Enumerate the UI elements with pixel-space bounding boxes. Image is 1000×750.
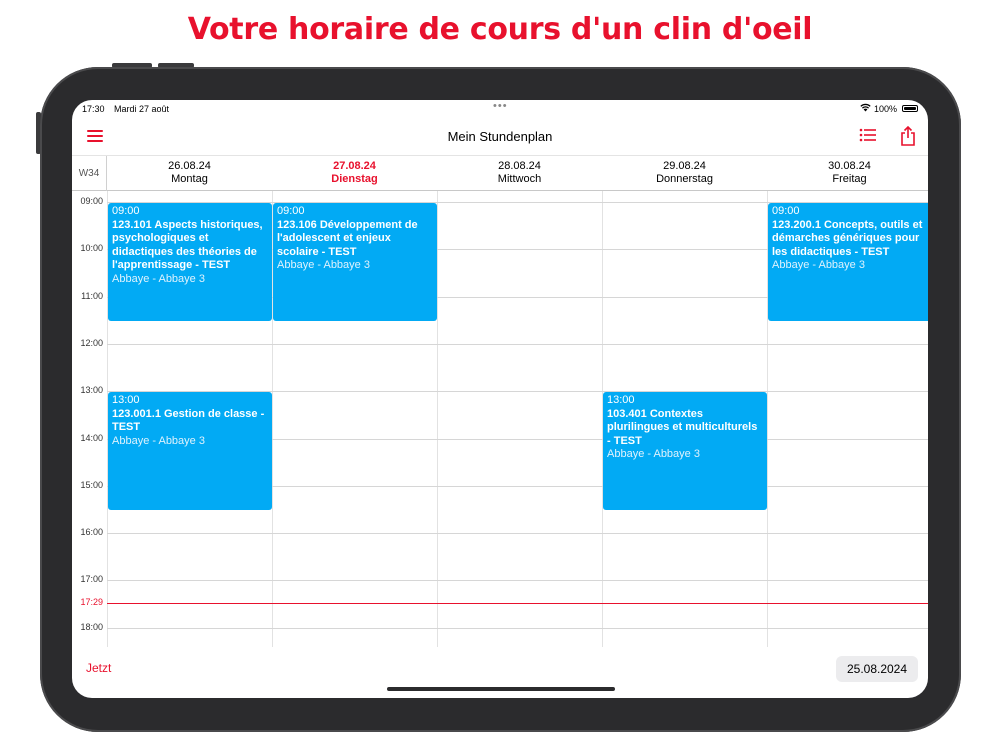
hour-label: 15:00	[80, 479, 103, 490]
battery-icon	[902, 105, 918, 112]
day-name: Montag	[171, 173, 208, 185]
event-time: 09:00	[277, 205, 305, 217]
day-header-freitag[interactable]	[767, 160, 928, 186]
page-title: Mein Stundenplan	[447, 129, 553, 144]
event-title: 123.001.1 Gestion de classe - TEST	[112, 407, 265, 434]
course-event[interactable]	[108, 203, 272, 321]
current-time-line	[107, 603, 928, 604]
day-header-donnerstag[interactable]	[602, 160, 767, 186]
event-time: 13:00	[112, 394, 140, 407]
day-name: Freitag	[832, 173, 867, 185]
status-date: Mardi 27 août	[114, 104, 170, 114]
footer-bar	[72, 647, 928, 698]
event-location: Abbaye - Abbaye 3	[112, 272, 205, 285]
event-title: 123.101 Aspects historiques, psychologiques et didactiques des théories de l'apprentissage - TEST	[112, 218, 263, 271]
hour-label: 16:00	[80, 527, 103, 538]
event-title: 123.106 Développement de l'adolescent et enjeux scolaire - TEST	[277, 218, 418, 258]
list-icon[interactable]	[859, 128, 877, 147]
day-date: 30.08.24	[828, 160, 871, 172]
hour-label: 12:00	[80, 337, 103, 348]
hour-line	[107, 580, 928, 581]
day-column-divider	[437, 191, 438, 647]
day-header-mittwoch[interactable]	[437, 160, 602, 186]
home-indicator[interactable]	[387, 687, 615, 691]
now-button[interactable]: Jetzt	[86, 661, 112, 675]
hour-label: 09:00	[80, 196, 103, 206]
date-picker-button[interactable]: 25.08.2024	[836, 656, 918, 682]
day-name: Mittwoch	[497, 173, 542, 185]
event-location: Abbaye - Abbaye 3	[772, 259, 865, 271]
event-time: 13:00	[607, 394, 635, 407]
app-screen	[72, 100, 928, 698]
battery-percentage: 100%	[874, 104, 898, 114]
event-location: Abbaye - Abbaye 3	[277, 259, 370, 271]
event-time: 09:00	[112, 205, 140, 217]
hour-label: 17:00	[80, 574, 103, 585]
day-date: 28.08.24	[498, 160, 541, 172]
hour-label: 18:00	[80, 621, 103, 632]
hour-label: 14:00	[80, 432, 103, 443]
promo-headline: Votre horaire de cours d'un clin d'oeil	[187, 12, 813, 47]
hour-line	[107, 533, 928, 534]
event-location: Abbaye - Abbaye 3	[112, 434, 205, 447]
day-header-montag[interactable]	[107, 160, 272, 186]
day-date: 29.08.24	[663, 160, 706, 172]
hour-label: 11:00	[81, 290, 103, 301]
course-event[interactable]	[273, 203, 437, 321]
day-date: 27.08.24	[333, 160, 376, 172]
day-name: Dienstag	[331, 173, 378, 185]
event-title: 103.401 Contextes plurilingues et multiculturels - TEST	[607, 407, 758, 447]
status-bar	[72, 100, 928, 118]
share-icon[interactable]	[900, 126, 916, 151]
navigation-bar	[72, 118, 928, 155]
course-event[interactable]	[603, 392, 767, 510]
hour-line	[107, 344, 928, 345]
day-name: Donnerstag	[656, 173, 713, 185]
status-time: 17:30	[82, 104, 105, 114]
day-header-row	[72, 155, 928, 191]
multitasking-dots[interactable]: •••	[493, 100, 508, 112]
timetable-grid[interactable]	[72, 191, 928, 647]
event-title: 123.200.1 Concepts, outils et démarches génériques pour les didactiques - TEST	[772, 218, 923, 258]
course-event[interactable]	[768, 203, 928, 321]
event-time: 09:00	[772, 205, 800, 217]
current-time-label: 17:29	[80, 597, 103, 608]
day-header-dienstag[interactable]	[272, 160, 437, 186]
day-date: 26.08.24	[168, 160, 211, 172]
wifi-icon	[860, 103, 871, 114]
hour-label: 10:00	[80, 243, 103, 254]
week-number: W34	[72, 156, 107, 191]
hour-line	[107, 628, 928, 629]
course-event[interactable]	[108, 392, 272, 510]
hour-label: 13:00	[80, 385, 103, 396]
event-location: Abbaye - Abbaye 3	[607, 448, 700, 461]
